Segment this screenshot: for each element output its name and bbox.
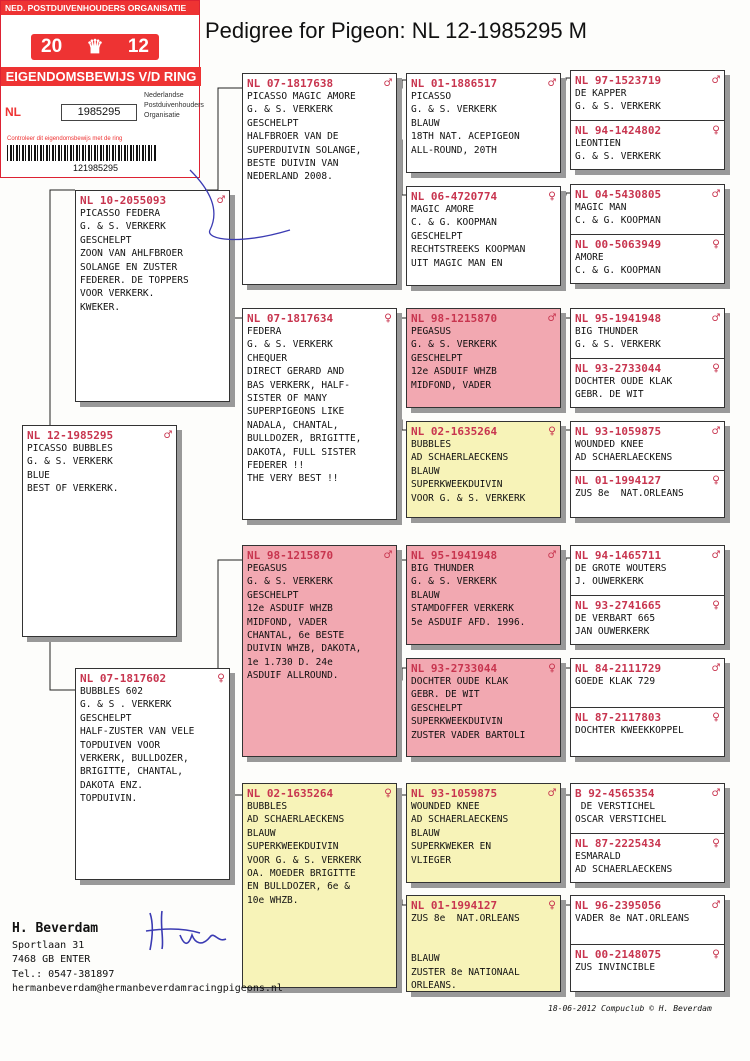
- male-icon: ♂: [548, 785, 556, 801]
- ring-ownership-sticker: [0, 0, 204, 178]
- pigeon-details: WOUNDED KNEE AD SCHAERLAECKENS BLAUW SUPERKWEKER EN VLIEGER: [411, 801, 509, 866]
- breeder-street: Sportlaan 31: [12, 939, 85, 951]
- pigeon-card-ddd: [406, 895, 561, 992]
- male-icon: ♂: [548, 547, 556, 563]
- female-icon: ♀: [712, 835, 720, 851]
- male-icon: ♂: [712, 186, 720, 202]
- pigeon-details: PICASSO BUBBLES G. & S. VERKERK BLUE BEST OF VERKERK.: [27, 443, 119, 495]
- pigeon-details: DOCHTER KWEEKKOPPEL: [575, 725, 684, 736]
- ring-number: NL 01-1886517: [411, 76, 498, 90]
- pigeon-details: FEDERA G. & S. VERKERK CHEQUER DIRECT GERARD AND BAS VERKERK, HALF- SISTER OF MANY SUPERPIGEONS LIKE NADALA, CHANTAL, BULLDOZER, BRIGITTE, DAKOTA, FULL SISTER FEDERER !! THE VERY BEST !!: [247, 326, 362, 485]
- male-icon: ♂: [712, 72, 720, 88]
- pigeon-card-gen4-pair-2: [570, 184, 725, 284]
- pigeon-details: BIG THUNDER G. & S. VERKERK: [575, 326, 661, 351]
- lion-emblem-icon: ♛: [86, 36, 104, 58]
- ring-number: NL 97-1523719: [575, 73, 662, 87]
- male-icon: ♂: [712, 785, 720, 801]
- male-icon: ♂: [712, 897, 720, 913]
- pigeon-card-dam: [75, 668, 230, 880]
- ring-number: NL 02-1635264: [247, 786, 334, 800]
- female-icon: ♀: [217, 670, 225, 686]
- pigeon-details: VADER 8e NAT.ORLEANS: [575, 913, 690, 924]
- sticker-ownership-label: EIGENDOMSBEWIJS V/D RING: [1, 67, 201, 86]
- pigeon-card-gen4-pair-3: [570, 308, 725, 408]
- pigeon-details: PICASSO G. & S. VERKERK BLAUW 18TH NAT. ACEPIGEON ALL-ROUND, 20TH: [411, 91, 520, 156]
- barcode: [7, 145, 157, 161]
- male-icon: ♂: [548, 75, 556, 91]
- ring-number: NL 06-4720774: [411, 189, 498, 203]
- ring-number: NL 94-1465711: [575, 548, 662, 562]
- pigeon-card-sss: [406, 73, 561, 173]
- female-icon: ♀: [548, 897, 556, 913]
- sticker-year-right: 12: [127, 36, 149, 57]
- pigeon-details: PICASSO FEDERA G. & S. VERKERK GESCHELPT ZOON VAN AHLFBROER SOLANGE EN ZUSTER FEDERER. DE TOPPERS VOOR VERKERK. KWEKER.: [80, 208, 189, 313]
- pigeon-details: BIG THUNDER G. & S. VERKERK BLAUW STAMDOFFER VERKERK 5e ASDUIF AFD. 1996.: [411, 563, 526, 628]
- pigeon-card-dds: [406, 783, 561, 883]
- pigeon-card-gen4-pair-4: [570, 421, 725, 518]
- pigeon-details: PICASSO MAGIC AMORE G. & S. VERKERK GESCHELPT HALFBROER VAN DE SUPERDUIVIN SOLANGE, BESTE DUIVIN VAN NEDERLAND 2008.: [247, 91, 362, 183]
- pigeon-details: DOCHTER OUDE KLAK GEBR. DE WIT GESCHELPT SUPERKWEEKDUIVIN ZUSTER VADER BARTOLI: [411, 676, 526, 741]
- pigeon-card-gen4-pair-1: [570, 70, 725, 170]
- pigeon-details: BUBBLES 602 G. & S . VERKERK GESCHELPT HALF-ZUSTER VAN VELE TOPDUIVEN VOOR VERKERK, BULLDOZER, BRIGITTE, CHANTAL, DAKOTA ENZ. TOPDUIVIN.: [80, 686, 195, 805]
- ring-number: NL 01-1994127: [575, 473, 662, 487]
- ring-number: NL 94-1424802: [575, 123, 662, 137]
- ring-number: NL 12-1985295: [27, 428, 114, 442]
- breeder-email[interactable]: hermanbeverdam@hermanbeverdamracingpigeons.nl: [12, 983, 283, 994]
- male-icon: ♂: [712, 423, 720, 439]
- pigeon-details: ZUS 8e NAT.ORLEANS: [575, 488, 684, 499]
- female-icon: ♀: [712, 709, 720, 725]
- female-icon: ♀: [548, 423, 556, 439]
- sticker-npo: Nederlandse Postduivenhouders Organisatie: [144, 92, 204, 119]
- ring-number: NL 93-2741665: [575, 598, 662, 612]
- male-icon: ♂: [164, 427, 172, 443]
- male-icon: ♂: [548, 310, 556, 326]
- pigeon-card-dss: [406, 545, 561, 645]
- pigeon-card-gen4-pair-5: [570, 545, 725, 645]
- male-icon: ♂: [384, 75, 392, 91]
- barcode-number: 121985295: [73, 163, 119, 173]
- pigeon-details: MAGIC AMORE C. & G. KOOPMAN GESCHELPT RECHTSTREEKS KOOPMAN UIT MAGIC MAN EN: [411, 204, 526, 269]
- breeder-city: 7468 GB ENTER: [12, 954, 91, 965]
- sticker-year: [31, 34, 159, 60]
- ring-number: NL 87-2117803: [575, 710, 662, 724]
- breeder-name: H. Beverdam: [12, 921, 99, 936]
- ring-number: NL 87-2225434: [575, 836, 662, 850]
- pigeon-card-gen4-pair-6: [570, 658, 725, 757]
- ring-number: NL 95-1941948: [411, 548, 498, 562]
- female-icon: ♀: [548, 660, 556, 676]
- pigeon-details: ZUS 8e NAT.ORLEANS BLAUW ZUSTER 8e NATIONAAL ORLEANS.: [411, 913, 520, 992]
- ring-number: NL 93-2733044: [411, 661, 498, 675]
- pigeon-details: PEGASUS G. & S. VERKERK GESCHELPT 12e ASDUIF WHZB MIDFOND, VADER CHANTAL, 6e BESTE DUIVIN WHZB, DAKOTA, 1e 1.730 D. 24e ASDUIF ALLROUND.: [247, 563, 362, 682]
- pigeon-details: DOCHTER OUDE KLAK GEBR. DE WIT: [575, 376, 673, 401]
- ring-number: NL 93-2733044: [575, 361, 662, 375]
- ring-number: NL 96-2395056: [575, 898, 662, 912]
- sticker-country: NL: [5, 105, 21, 119]
- female-icon: ♀: [712, 236, 720, 252]
- male-icon: ♂: [712, 660, 720, 676]
- pigeon-details: DE VERSTICHEL OSCAR VERSTICHEL: [575, 801, 667, 826]
- breeder-phone: Tel.: 0547-381897: [12, 968, 115, 980]
- footer-credit: 18-06-2012 Compuclub © H. Beverdam: [548, 1004, 712, 1013]
- ring-number: NL 84-2111729: [575, 661, 662, 675]
- pigeon-details: ESMARALD AD SCHAERLAECKENS: [575, 851, 673, 876]
- female-icon: ♀: [548, 188, 556, 204]
- female-icon: ♀: [712, 472, 720, 488]
- ring-number: NL 07-1817634: [247, 311, 334, 325]
- handwritten-signature: [140, 905, 230, 955]
- pigeon-details: WOUNDED KNEE AD SCHAERLAECKENS: [575, 439, 673, 464]
- female-icon: ♀: [712, 946, 720, 962]
- pigeon-details: PEGASUS G. & S. VERKERK GESCHELPT 12e ASDUIF WHZB MIDFOND, VADER: [411, 326, 497, 391]
- ring-number: NL 93-1059875: [575, 424, 662, 438]
- ring-number: NL 10-2055093: [80, 193, 167, 207]
- male-icon: ♂: [712, 310, 720, 326]
- ring-number: NL 07-1817638: [247, 76, 334, 90]
- female-icon: ♀: [712, 360, 720, 376]
- pigeon-card-dsd: [406, 658, 561, 757]
- ring-number: NL 00-2148075: [575, 947, 662, 961]
- sticker-control-text: Controleer dit eigendomsbewijs met de ring: [7, 136, 123, 142]
- pigeon-card-dam-sire: [242, 545, 397, 757]
- pigeon-card-ssd: [406, 186, 561, 286]
- pigeon-card-gen4-pair-8: [570, 895, 725, 992]
- male-icon: ♂: [712, 547, 720, 563]
- ring-number: NL 98-1215870: [247, 548, 334, 562]
- female-icon: ♀: [384, 785, 392, 801]
- pigeon-card-subject: [22, 425, 177, 637]
- pigeon-details: DE VERBART 665 JAN OUWERKERK: [575, 613, 656, 638]
- female-icon: ♀: [712, 122, 720, 138]
- female-icon: ♀: [384, 310, 392, 326]
- pigeon-details: ZUS INVINCIBLE: [575, 962, 656, 973]
- pigeon-details: DE KAPPER G. & S. VERKERK: [575, 88, 661, 113]
- ring-number: NL 02-1635264: [411, 424, 498, 438]
- pigeon-details: BUBBLES AD SCHAERLAECKENS BLAUW SUPERKWEEKDUIVIN VOOR G. & S. VERKERK: [411, 439, 526, 504]
- pigeon-card-sds: [406, 308, 561, 408]
- ring-number: NL 04-5430805: [575, 187, 662, 201]
- ring-number: NL 01-1994127: [411, 898, 498, 912]
- ring-number: NL 93-1059875: [411, 786, 498, 800]
- page-title: Pedigree for Pigeon: NL 12-1985295 M: [205, 18, 587, 43]
- pigeon-details: BUBBLES AD SCHAERLAECKENS BLAUW SUPERKWEEKDUIVIN VOOR G. & S. VERKERK OA. MOEDER BRIGITTE EN BULLDOZER, 6e & 10e WHZB.: [247, 801, 362, 906]
- sticker-ring-number: 1985295: [61, 104, 137, 121]
- ring-number: NL 07-1817602: [80, 671, 167, 685]
- pen-mark: [150, 160, 300, 250]
- pigeon-details: AMORE C. & G. KOOPMAN: [575, 252, 661, 277]
- sticker-year-left: 20: [41, 36, 63, 57]
- pigeon-details: GOEDE KLAK 729: [575, 676, 656, 687]
- female-icon: ♀: [712, 597, 720, 613]
- pigeon-details: LEONTIEN G. & S. VERKERK: [575, 138, 661, 163]
- ring-number: NL 00-5063949: [575, 237, 662, 251]
- pigeon-card-sire-dam: [242, 308, 397, 520]
- male-icon: ♂: [384, 547, 392, 563]
- pigeon-details: DE GROTE WOUTERS J. OUWERKERK: [575, 563, 667, 588]
- ring-number: B 92-4565354: [575, 786, 655, 800]
- male-icon: ♂: [217, 192, 225, 208]
- pigeon-card-gen4-pair-7: [570, 783, 725, 883]
- ring-number: NL 95-1941948: [575, 311, 662, 325]
- ring-number: NL 98-1215870: [411, 311, 498, 325]
- pigeon-details: MAGIC MAN C. & G. KOOPMAN: [575, 202, 661, 227]
- sticker-org: NED. POSTDUIVENHOUDERS ORGANISATIE: [1, 1, 199, 15]
- pigeon-card-sdd: [406, 421, 561, 518]
